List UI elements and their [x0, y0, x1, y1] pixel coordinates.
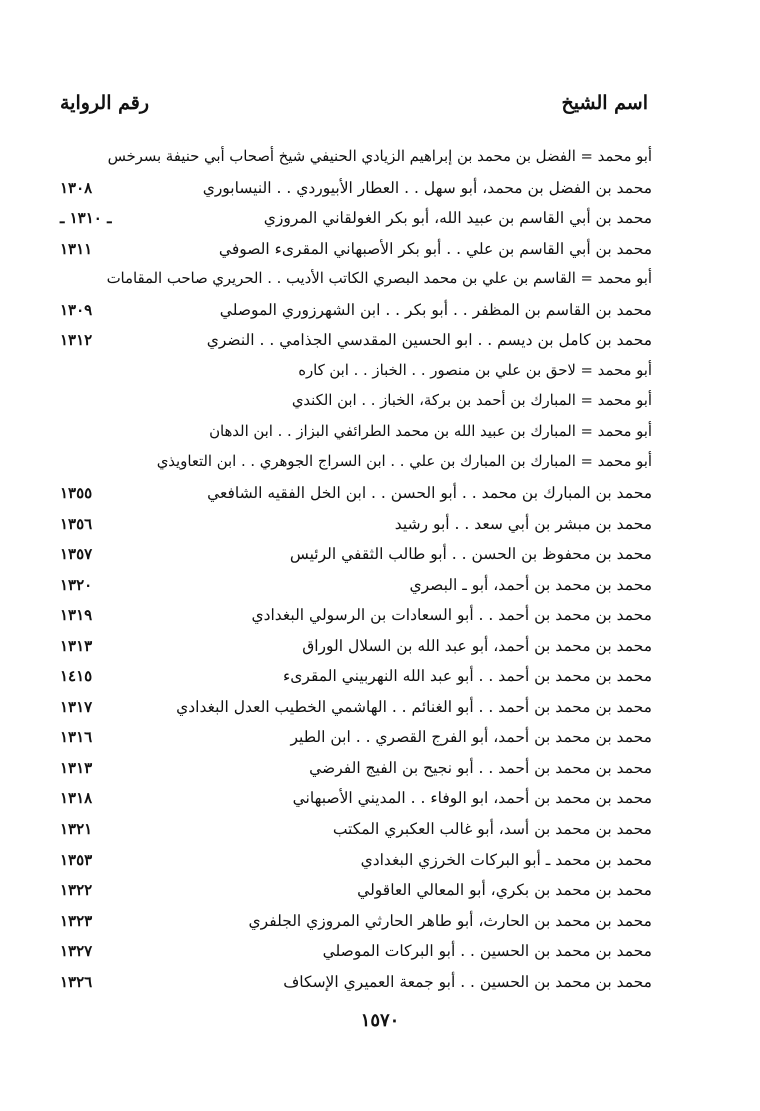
narration-number: ١٣٢٢ [60, 881, 93, 900]
sheikh-name: محمد بن محمد بن أسد، أبو غالب العكبري المكتب [332, 820, 652, 839]
list-item [60, 661, 652, 692]
narration-number: ١٣٥٦ [60, 514, 93, 533]
sheikh-name: محمد بن محمد بن الحارث، أبو طاهر الحارثي المروزي الجلفري [248, 911, 652, 930]
list-item [60, 783, 652, 814]
page-number: ١٥٧٠ [360, 1010, 400, 1031]
sheikh-name: محمد بن محمد بن أحمد . . أبو الغنائم . . الهاشمي الخطيب العدل البغدادي [176, 697, 652, 716]
sheikh-name: محمد بن محمد بن أحمد، أبو الفرج القصري . . ابن الطير [290, 728, 652, 747]
list-item [60, 295, 652, 326]
sheikh-name: محمد بن الفضل بن محمد، أبو سهل . . العطار الأبيوردي . . النيسابوري [202, 178, 652, 197]
list-item [60, 814, 652, 845]
sheikh-name: محمد بن محمد بن أحمد، أبو ـ البصري [409, 575, 652, 594]
sheikh-name: أبو محمد = الفضل بن محمد بن إبراهيم الزيادي الحنيفي شيخ أصحاب أبي حنيفة بسرخس [107, 148, 652, 165]
list-item [60, 478, 652, 509]
sheikh-name: محمد بن محمد ـ أبو البركات الخرزي البغدادي [360, 850, 652, 869]
sheikh-name: محمد بن المبارك بن محمد . . أبو الحسن . . ابن الخل الفقيه الشافعي [207, 484, 652, 503]
sheikh-name: محمد بن محمد بن أحمد . . أبو نجيح بن الفيج الفرضي [309, 758, 652, 777]
entries-list [60, 142, 652, 997]
column-header [60, 92, 648, 122]
list-item [60, 631, 652, 662]
narration-number: ١٣٠٨ [60, 178, 93, 197]
narration-number: ١٣٥٧ [60, 545, 93, 564]
list-item [60, 539, 652, 570]
sheikh-name: محمد بن محمد بن أحمد، ابو الوفاء . . المديني الأصبهاني [292, 789, 652, 808]
list-item [60, 386, 652, 417]
sheikh-name: محمد بن أبي القاسم بن عبيد الله، أبو بكر الغولقاني المروزي [263, 209, 652, 228]
list-item [60, 936, 652, 967]
narration-number: ١٣٢١ [60, 820, 93, 839]
narration-number: ١٣١٣ [60, 758, 93, 777]
narration-number: ١٣١٢ [60, 331, 93, 350]
narration-number-heading: رقم الرواية [60, 92, 149, 114]
sheikh-name-heading: اسم الشيخ [561, 92, 648, 114]
list-item [60, 722, 652, 753]
narration-number: ١٣١٩ [60, 606, 93, 625]
sheikh-name: محمد بن محمد بن أحمد . . أبو عبد الله النهربيني المقرىء [282, 667, 652, 686]
list-item [60, 447, 652, 478]
list-item [60, 203, 652, 234]
sheikh-name: محمد بن أبي القاسم بن علي . . أبو بكر الأصبهاني المقرىء الصوفي [218, 239, 652, 258]
narration-number: ١٣٠٩ [60, 300, 93, 319]
sheikh-name: محمد بن محمد بن أحمد، أبو عبد الله بن السلال الوراق [302, 636, 652, 655]
narration-number: ١٣١٧ [60, 697, 93, 716]
narration-number: ١٣٥٣ [60, 850, 93, 869]
narration-number: ١٣١٦ [60, 728, 93, 747]
list-item [60, 356, 652, 387]
list-item [60, 906, 652, 937]
sheikh-name: محمد بن محمد بن أحمد . . أبو السعادات بن الرسولي البغدادي [251, 606, 652, 625]
list-item [60, 142, 652, 173]
narration-number: ١٣٢٧ [60, 942, 93, 961]
list-item [60, 417, 652, 448]
narration-number: ١٣١٣ [60, 636, 93, 655]
list-item [60, 234, 652, 265]
narration-number: ١٤١٥ [60, 667, 93, 686]
sheikh-name: محمد بن محفوظ بن الحسن . . أبو طالب الثقفي الرئيس [289, 545, 652, 564]
narration-number: ١٣٢٣ [60, 911, 93, 930]
sheikh-name: محمد بن محمد بن الحسين . . أبو جمعة العميري الإسكاف [283, 972, 652, 991]
list-item [60, 264, 652, 295]
sheikh-name: أبو محمد = المبارك بن أحمد بن بركة، الخباز . . ابن الكندي [291, 392, 652, 410]
list-item [60, 570, 652, 601]
narration-number: ـ ١٣١٠ ـ [60, 209, 112, 228]
list-item [60, 753, 652, 784]
list-item [60, 692, 652, 723]
list-item [60, 325, 652, 356]
narration-number: ١٣٢٦ [60, 972, 93, 991]
sheikh-name: محمد بن مبشر بن أبي سعد . . أبو رشيد [394, 514, 652, 533]
sheikh-name: محمد بن القاسم بن المظفر . . أبو بكر . . ابن الشهرزوري الموصلي [219, 300, 652, 319]
sheikh-name: محمد بن كامل بن ديسم . . ابو الحسين المقدسي الجذامي . . النضري [206, 331, 652, 350]
sheikh-name: محمد بن محمد بن الحسين . . أبو البركات الموصلي [322, 942, 652, 961]
list-item [60, 875, 652, 906]
list-item [60, 600, 652, 631]
sheikh-name: أبو محمد = لاحق بن علي بن منصور . . الخباز . . ابن كاره [298, 361, 652, 379]
list-item [60, 173, 652, 204]
narration-number: ١٣٥٥ [60, 484, 93, 503]
narration-number: ١٣١١ [60, 239, 93, 258]
list-item [60, 845, 652, 876]
narration-number: ١٣١٨ [60, 789, 93, 808]
sheikh-name: محمد بن محمد بن بكري، أبو المعالي العاقولي [357, 881, 652, 900]
sheikh-name: أبو محمد = المبارك بن عبيد الله بن محمد الطرائفي البزاز . . ابن الدهان [209, 422, 652, 440]
list-item [60, 509, 652, 540]
narration-number: ١٣٢٠ [60, 575, 93, 594]
sheikh-name: أبو محمد = المبارك بن المبارك بن علي . . ابن السراج الجوهري . . ابن التعاويذي [156, 453, 652, 471]
list-item [60, 967, 652, 998]
sheikh-name: أبو محمد = القاسم بن علي بن محمد البصري الكاتب الأديب . . الحريري صاحب المقامات [106, 270, 652, 288]
